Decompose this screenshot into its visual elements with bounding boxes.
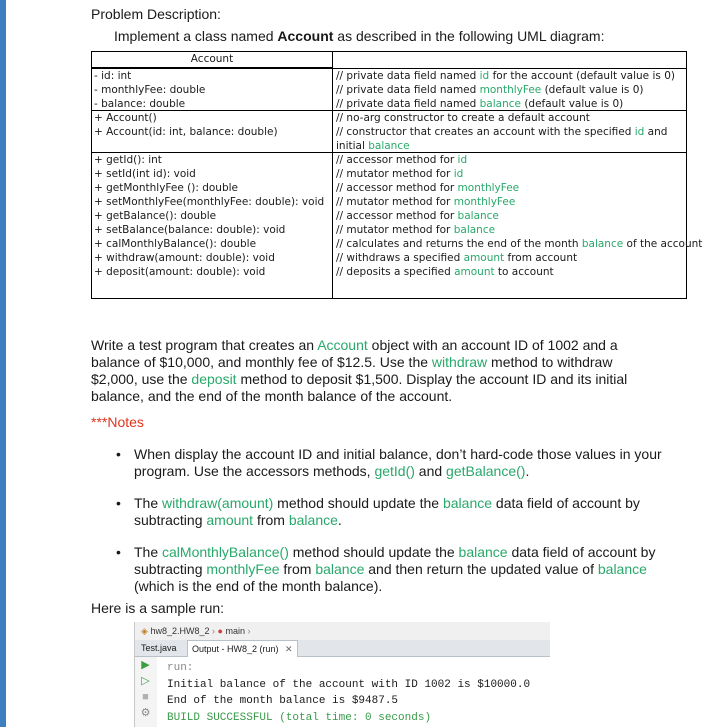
- project-icon: ◈: [141, 626, 148, 636]
- chevron-right-icon: ›: [212, 626, 218, 636]
- highlighted-term: balance: [453, 224, 496, 236]
- uml-comment: [336, 139, 410, 153]
- uml-column-divider: [332, 52, 333, 298]
- highlighted-term: getBalance(): [446, 463, 526, 479]
- text-run: .: [337, 512, 342, 528]
- highlighted-term: balance: [288, 512, 338, 528]
- highlighted-term: monthlyFee: [479, 84, 542, 96]
- highlighted-term: balance: [581, 238, 624, 250]
- settings-icon[interactable]: ⚙: [140, 707, 151, 719]
- text-run: data field of account by subtracting: [134, 544, 656, 577]
- highlighted-term: amount: [463, 252, 505, 264]
- text-run: (default value is 0): [520, 98, 624, 110]
- highlighted-term: balance: [479, 98, 521, 110]
- highlighted-term: amount: [206, 512, 254, 528]
- uml-comment: [336, 125, 667, 139]
- text-run: // deposits a specified: [336, 266, 455, 278]
- intro-text: [114, 28, 604, 44]
- uml-member: + getBalance(): double: [94, 210, 217, 222]
- text-run: // no-arg constructor to create a default account: [336, 112, 590, 124]
- highlighted-term: balance: [315, 561, 365, 577]
- text-run: method to withdraw $2,000, use the: [91, 354, 613, 387]
- text-run: // private data field named: [336, 70, 480, 82]
- output-line: End of the month balance is $9487.5: [167, 695, 399, 707]
- text-run: // accessor method for: [336, 154, 458, 166]
- test-program-paragraph: [91, 337, 651, 405]
- uml-comment: [336, 97, 623, 111]
- tab-output[interactable]: [187, 640, 298, 657]
- bullet-text: [134, 495, 674, 529]
- uml-member: - monthlyFee: double: [94, 84, 206, 96]
- uml-comment: [336, 153, 467, 167]
- bullet-dot: •: [116, 544, 121, 560]
- text-run: // mutator method for: [336, 168, 454, 180]
- uml-class-name: Account: [92, 52, 332, 68]
- rerun-different-icon[interactable]: ▷: [141, 675, 150, 687]
- text-run: (which is the end of the month balance).: [134, 578, 383, 594]
- uml-comment: [336, 167, 463, 181]
- text-run: method should update the: [273, 495, 443, 511]
- uml-diagram: [91, 51, 703, 299]
- bullet-text: [134, 446, 674, 480]
- uml-comment: [336, 195, 515, 209]
- intro-after: as described in the following UML diagram:: [333, 28, 605, 44]
- highlighted-term: id: [453, 168, 464, 180]
- uml-comment: [336, 111, 590, 125]
- highlighted-term: monthlyFee: [206, 561, 280, 577]
- output-line: run:: [167, 662, 194, 674]
- highlighted-term: amount: [454, 266, 495, 278]
- text-run: // mutator method for: [336, 224, 454, 236]
- text-run: from account: [504, 252, 578, 264]
- text-run: method should update the: [288, 544, 459, 560]
- notes-label: ***Notes: [91, 414, 144, 430]
- highlighted-term: balance: [368, 140, 410, 152]
- uml-comment: [336, 223, 495, 237]
- highlighted-term: balance: [457, 210, 499, 222]
- bullet-dot: •: [116, 495, 121, 511]
- close-icon[interactable]: ✕: [285, 644, 293, 654]
- text-run: When display the account ID and initial balance, don’t hard-code those values in your program. Use the accessors methods,: [134, 446, 662, 479]
- text-run: // withdraws a specified: [336, 252, 464, 264]
- text-run: The: [134, 544, 163, 560]
- text-run: // accessor method for: [336, 182, 458, 194]
- uml-member: + setBalance(balance: double): void: [94, 224, 286, 236]
- text-run: Write a test program that creates an: [91, 337, 318, 353]
- output-console: [167, 660, 530, 726]
- text-run: for the account (default value is 0): [489, 70, 675, 82]
- text-run: // accessor method for: [336, 210, 458, 222]
- highlighted-term: Account: [317, 337, 368, 353]
- output-gutter: [135, 657, 157, 727]
- section-title: Problem Description:: [91, 6, 221, 22]
- output-line: Initial balance of the account with ID 1002 is $10000.0: [167, 678, 531, 691]
- tab-test-java[interactable]: Test.java: [141, 643, 177, 653]
- uml-comment: [336, 69, 675, 83]
- text-run: initial: [336, 140, 369, 152]
- highlighted-term: getId(): [374, 463, 415, 479]
- uml-member: + getMonthlyFee (): double: [94, 182, 238, 194]
- text-run: // mutator method for: [336, 196, 454, 208]
- highlighted-term: calMonthlyBalance(): [162, 544, 289, 560]
- uml-comment: [336, 181, 519, 195]
- text-run: and: [414, 463, 447, 479]
- highlighted-term: monthlyFee: [457, 182, 520, 194]
- text-run: and: [644, 126, 668, 138]
- text-run: The: [134, 495, 163, 511]
- uml-member: + setId(int id): void: [94, 168, 196, 180]
- text-run: from: [253, 512, 289, 528]
- highlighted-term: deposit: [191, 371, 237, 387]
- text-run: data field of account by subtracting: [134, 495, 640, 528]
- left-margin-bar: [0, 0, 6, 727]
- breadcrumb: [135, 622, 550, 640]
- intro-before: Implement a class named: [114, 28, 278, 44]
- intro-class-name: Account: [277, 28, 334, 44]
- text-run: object with an account ID of 1002 and a balance of $10,000, and monthly fee of $12.5. Use the: [91, 337, 618, 370]
- text-run: .: [525, 463, 530, 479]
- highlighted-term: withdraw: [431, 354, 488, 370]
- ide-tab-bar: [135, 640, 550, 657]
- uml-member: - balance: double: [94, 98, 186, 110]
- output-line: BUILD SUCCESSFUL (total time: 0 seconds): [167, 711, 432, 724]
- text-run: // private data field named: [336, 84, 480, 96]
- uml-member: + Account(id: int, balance: double): [94, 126, 278, 138]
- highlighted-term: balance: [597, 561, 647, 577]
- ide-output-screenshot: [134, 622, 550, 727]
- highlighted-term: id: [457, 154, 468, 166]
- uml-member: + setMonthlyFee(monthlyFee: double): void: [94, 196, 325, 208]
- text-run: // calculates and returns the end of the month: [336, 238, 582, 250]
- text-run: from: [279, 561, 316, 577]
- uml-comment: [336, 83, 644, 97]
- bullet-dot: •: [116, 446, 121, 462]
- method-icon: ●: [217, 626, 223, 636]
- text-run: // constructor that creates an account with the specified: [336, 126, 635, 138]
- rerun-icon[interactable]: ▶: [141, 659, 150, 671]
- breadcrumb-method[interactable]: main: [225, 626, 245, 636]
- uml-member: - id: int: [94, 70, 132, 82]
- highlighted-term: balance: [442, 495, 493, 511]
- uml-comment: [336, 237, 702, 251]
- text-run: and then return the updated value of: [364, 561, 598, 577]
- chevron-right-icon: ›: [247, 626, 251, 636]
- text-run: method to deposit $1,500. Display the account ID and its initial balance, and the end of the month balance of the account.: [91, 371, 628, 404]
- uml-comment: [336, 265, 554, 279]
- tab-output-label: Output - HW8_2 (run): [192, 644, 279, 654]
- text-run: (default value is 0): [541, 84, 644, 96]
- bullet-text: [134, 544, 674, 595]
- stop-icon[interactable]: ■: [142, 691, 149, 703]
- text-run: to account: [494, 266, 554, 278]
- uml-member: + deposit(amount: double): void: [94, 266, 266, 278]
- uml-member: + calMonthlyBalance(): double: [94, 238, 257, 250]
- highlighted-term: id: [479, 70, 490, 82]
- uml-member: + withdraw(amount: double): void: [94, 252, 275, 264]
- breadcrumb-project[interactable]: hw8_2.HW8_2: [150, 626, 210, 636]
- uml-comment: [336, 251, 577, 265]
- highlighted-term: id: [634, 126, 645, 138]
- highlighted-term: monthlyFee: [453, 196, 516, 208]
- highlighted-term: balance: [458, 544, 508, 560]
- highlighted-term: withdraw(amount): [162, 495, 274, 511]
- uml-member: + getId(): int: [94, 154, 162, 166]
- uml-comment: [336, 209, 499, 223]
- uml-member: + Account(): [94, 112, 157, 124]
- text-run: // private data field named: [336, 98, 480, 110]
- sample-run-label: Here is a sample run:: [91, 600, 225, 616]
- text-run: of the account: [623, 238, 703, 250]
